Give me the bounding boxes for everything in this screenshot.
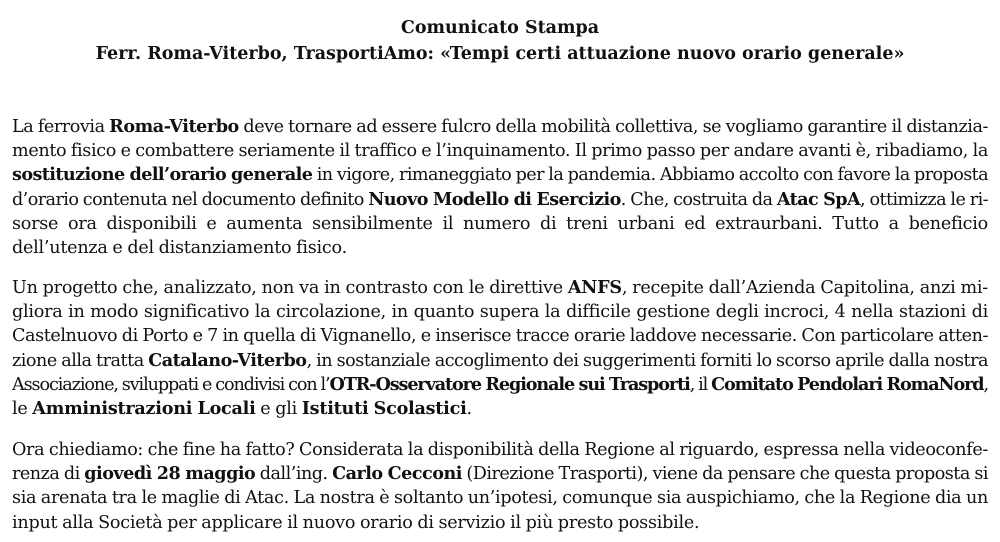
bold-text: Comitato Pendolari RomaNord bbox=[711, 373, 984, 395]
bold-text: Atac SpA bbox=[776, 188, 861, 210]
text-line: Castelnuovo di Porto e 7 in quella di Vignanello, e inserisce tracce orarie laddove necessarie. Con particolare atten- bbox=[12, 326, 988, 347]
paragraph-3 bbox=[12, 438, 988, 535]
bold-text: giovedì 28 maggio bbox=[84, 463, 256, 485]
text-line: input alla Società per applicare il nuovo orario di servizio il più presto possibile. bbox=[12, 512, 700, 533]
text-line: d’orario contenuta nel documento definito Nuovo Modello di Esercizio. Che, costruita da Atac SpA, ottimizza le ri- bbox=[12, 188, 988, 210]
bold-text: Istituti Scolastici bbox=[301, 398, 467, 420]
bold-text: Carlo Cecconi bbox=[332, 463, 462, 485]
text-line: sorse ora disponibili e aumenta sensibilmente il numero di treni urbani ed extraurbani. Tutto a beneficio bbox=[12, 213, 988, 234]
paragraph-2 bbox=[12, 276, 988, 421]
bold-text: Nuovo Modello di Esercizio bbox=[368, 188, 621, 210]
paragraph-1 bbox=[12, 115, 988, 260]
bold-text: Amministrazioni Locali bbox=[32, 398, 256, 420]
text-line: sostituzione dell’orario generale in vigore, rimaneggiato per la pandemia. Abbiamo accolto con favore la proposta bbox=[12, 164, 989, 186]
text-line: renza di giovedì 28 maggio dall’ing. Carlo Cecconi (Direzione Trasporti), viene da pensare che questa proposta si bbox=[12, 463, 988, 485]
press-release-document bbox=[12, 0, 989, 533]
text-line: gliora in modo significativo la circolazione, in quanto supera la difficile gestione degli incroci, 4 nella stazioni di bbox=[12, 302, 988, 323]
bold-text: Roma-Viterbo bbox=[109, 116, 239, 137]
text-line: Associazione, sviluppati e condivisi con l’OTR-Osservatore Regionale sui Trasporti, il Comitato Pendolari RomaNord, bbox=[12, 373, 988, 395]
text-line: zione alla tratta Catalano-Viterbo, in sostanziale accoglimento dei suggerimenti forniti lo scorso aprile dalla nostra bbox=[12, 349, 988, 371]
bold-text: OTR-Osservatore Regionale sui Trasporti bbox=[329, 373, 690, 395]
text-line: Ora chiediamo: che fine ha fatto? Considerata la disponibilità della Regione al riguardo, espressa nella videoconfe- bbox=[12, 440, 988, 460]
text-line: La ferrovia Roma-Viterbo deve tornare ad essere fulcro della mobilità collettiva, se vogliamo garantire il distanzia- bbox=[12, 116, 988, 137]
bold-text: Catalano-Viterbo bbox=[148, 349, 307, 371]
text-line: le Amministrazioni Locali e gli Istituti Scolastici. bbox=[12, 398, 472, 420]
text-line: dell’utenza e del distanziamento fisico. bbox=[12, 238, 347, 259]
bold-text: ANFS bbox=[567, 277, 622, 298]
text-line: mento fisico e combattere seriamente il traffico e l’inquinamento. Il primo passo per andare avanti è, ribadiamo, la bbox=[12, 141, 988, 162]
document-heading: Comunicato Stampa bbox=[400, 18, 600, 38]
text-line: sia arenata tra le maglie di Atac. La nostra è soltanto un’ipotesi, comunque sia auspichiamo, che la Regione dia un bbox=[12, 488, 988, 509]
document-title: Ferr. Roma-Viterbo, TrasportiAmo: «Tempi certi attuazione nuovo orario generale» bbox=[95, 44, 905, 64]
text-line: Un progetto che, analizzato, non va in contrasto con le direttive ANFS, recepite dall’Azienda Capitolina, anzi mi- bbox=[12, 277, 988, 298]
bold-text: sostituzione dell’orario generale bbox=[12, 164, 313, 186]
